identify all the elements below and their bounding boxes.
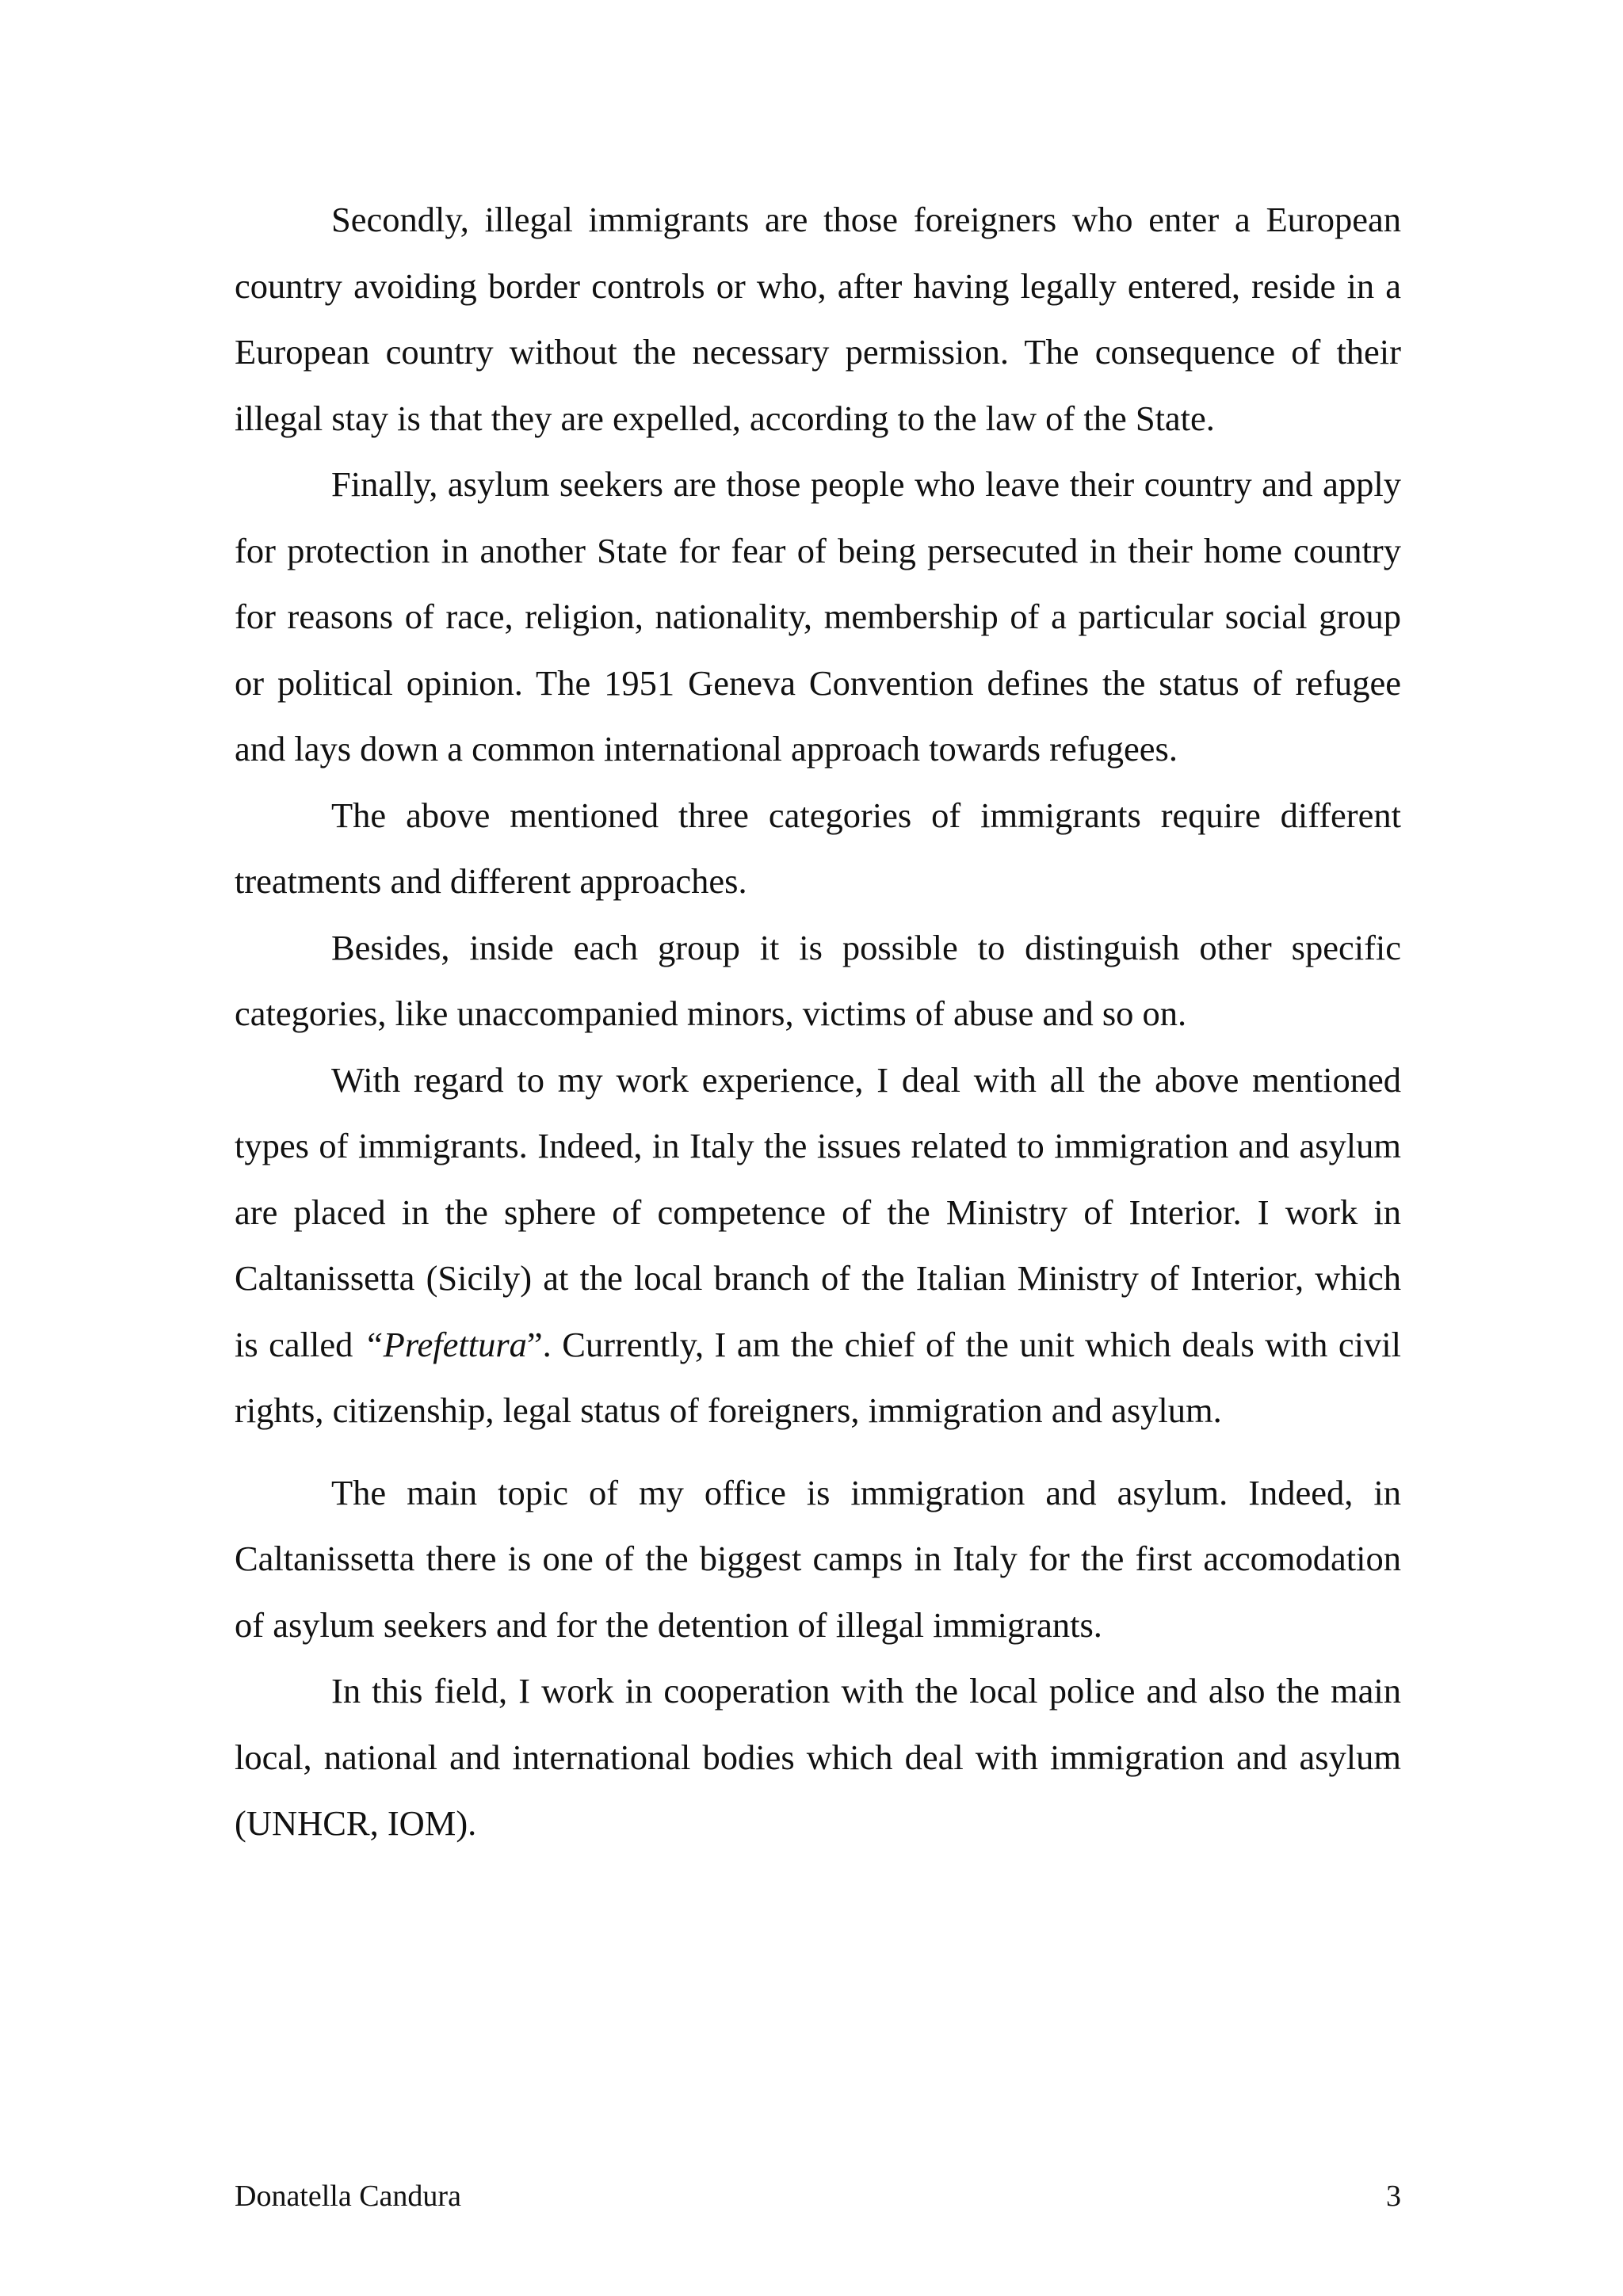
prefettura-term: “Prefettura	[363, 1324, 527, 1364]
work-experience-text: With regard to my work experience, I deal with all the above mentioned types of immigrants. Indeed, in Italy the issues related to immigration and asylum are placed in the sphere of competence of the Ministry of Interior. I work in Caltanissetta (Sicily) at the local branch of the Italian Ministry of Interior, which is called	[235, 1059, 1401, 1364]
paragraph-work-experience	[235, 1047, 1401, 1444]
paragraph-main-topic: The main topic of my office is immigration and asylum. Indeed, in Caltanissetta there is one of the biggest camps in Italy for the first accomodation of asylum seekers and for the detention of illegal immigrants.	[235, 1472, 1401, 1645]
footer-author: Donatella Candura	[235, 2180, 461, 2213]
paragraph-asylum-seekers: Finally, asylum seekers are those people who leave their country and apply for protection in another State for fear of being persecuted in their home country for reasons of race, religion, nationality, membership of a particular social group or political opinion. The 1951 Geneva Convention defines the status of refugee and lays down a common international approach towards refugees.	[235, 464, 1401, 769]
document-body	[235, 187, 1401, 1857]
work-experience-text-end: ”. Currently, I am the chief of the unit which deals with civil rights, citizenship, legal status of foreigners, immigration and asylum.	[235, 1324, 1401, 1430]
paragraph-cooperation: In this field, I work in cooperation with the local police and also the main local, national and international bodies which deal with immigration and asylum (UNHCR, IOM).	[235, 1671, 1401, 1843]
paragraph-illegal-immigrants: Secondly, illegal immigrants are those foreigners who enter a European country avoiding border controls or who, after having legally entered, reside in a European country without the necessary permission. The consequence of their illegal stay is that they are expelled, according to the law of the State.	[235, 200, 1401, 438]
paragraph-specific-categories: Besides, inside each group it is possible to distinguish other specific categories, like unaccompanied minors, victims of abuse and so on.	[235, 927, 1401, 1033]
page-number: 3	[1386, 2180, 1401, 2213]
paragraph-three-categories: The above mentioned three categories of immigrants require different treatments and different approaches.	[235, 795, 1401, 901]
